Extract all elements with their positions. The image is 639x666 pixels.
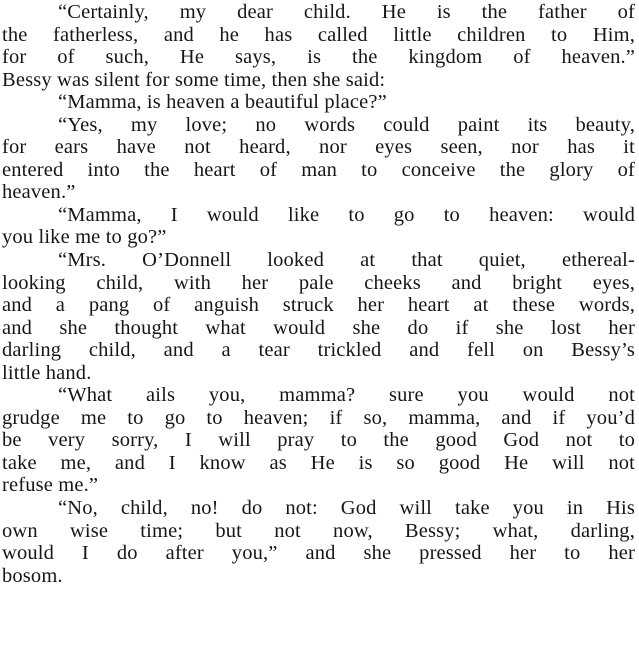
text-line: entered into the heart of man to conceive the glory of	[2, 158, 635, 181]
text-line: “Mamma, is heaven a beautiful place?”	[58, 91, 387, 114]
text-line: Bessy was silent for some time, then she said:	[2, 68, 386, 91]
text-line: “Yes, my love; no words could paint its beauty,	[58, 113, 635, 136]
text-line: own wise time; but not now, Bessy; what, darling,	[2, 519, 635, 542]
text-line: “What ails you, mamma? sure you would not	[58, 384, 635, 407]
text-line: “No, child, no! do not: God will take you in His	[58, 497, 635, 520]
text-line: “Mrs. O’Donnell looked at that quiet, ethereal-	[58, 249, 635, 272]
text-line: the fatherless, and he has called little children to Him,	[2, 23, 635, 46]
text-line: bosom.	[2, 564, 63, 587]
text-line: grudge me to go to heaven; if so, mamma, and if you’d	[2, 406, 635, 429]
text-line: you like me to go?”	[2, 226, 167, 249]
text-line: “Certainly, my dear child. He is the father of	[58, 1, 635, 23]
text-line: darling child, and a tear trickled and fell on Bessy’s	[2, 339, 635, 362]
text-line: for ears have not heard, nor eyes seen, nor has it	[2, 136, 635, 159]
text-line: take me, and I know as He is so good He will not	[2, 451, 635, 474]
text-line: be very sorry, I will pray to the good God not to	[2, 429, 635, 452]
document-body	[2, 1, 635, 587]
text-line: refuse me.”	[2, 474, 99, 497]
text-line: “Mamma, I would like to go to heaven: would	[58, 203, 635, 226]
text-line: looking child, with her pale cheeks and bright eyes,	[2, 271, 635, 294]
text-line: little hand.	[2, 361, 92, 384]
text-line: for of such, He says, is the kingdom of heaven.”	[2, 46, 635, 69]
text-line: heaven.”	[2, 181, 76, 204]
text-line: would I do after you,” and she pressed her to her	[2, 542, 635, 565]
text-line: and a pang of anguish struck her heart at these words,	[2, 294, 635, 317]
text-line: and she thought what would she do if she lost her	[2, 316, 635, 339]
